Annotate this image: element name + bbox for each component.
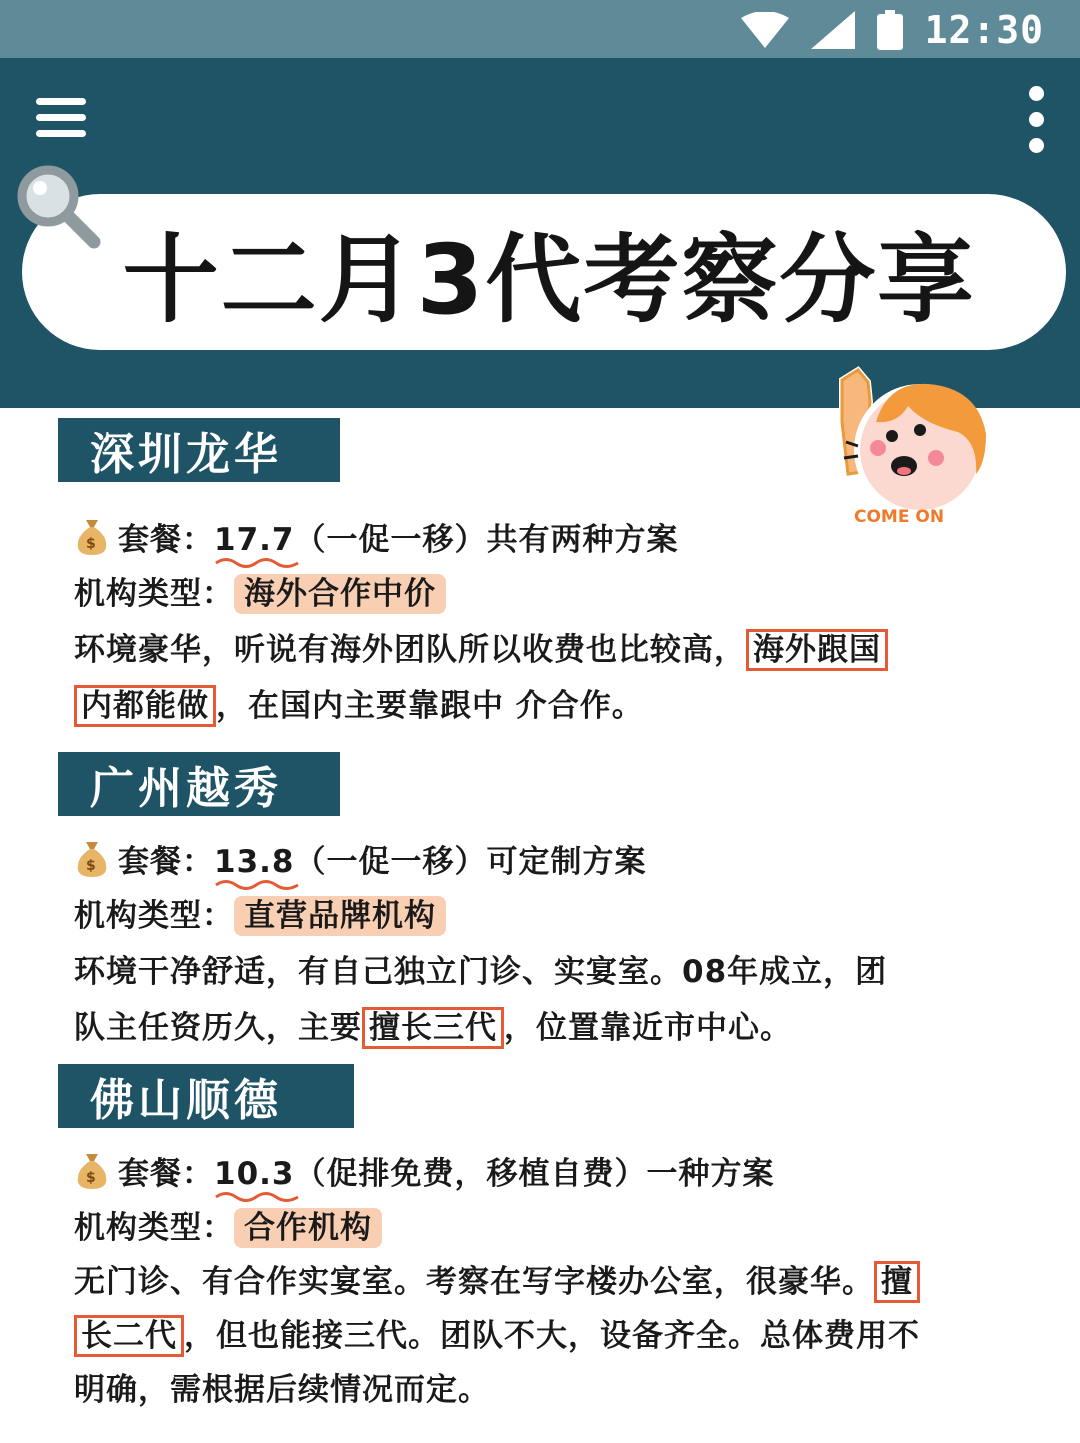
wifi-icon	[741, 12, 789, 48]
svg-text:$: $	[86, 858, 97, 874]
institution-type-badge: 合作机构	[234, 1208, 382, 1248]
institution-type-badge: 直营品牌机构	[234, 896, 446, 936]
svg-text:$: $	[86, 536, 97, 552]
description-line: 明确，需根据后续情况而定。	[74, 1372, 490, 1408]
search-icon[interactable]	[10, 158, 106, 254]
boxed-text: 海外跟国	[746, 629, 888, 671]
status-time: 12:30	[924, 8, 1044, 52]
svg-text:$: $	[86, 1170, 97, 1186]
boxed-text: 擅	[874, 1261, 920, 1303]
institution-type-line: 机构类型： 合作机构	[74, 1202, 382, 1247]
description-line: 长二代 ，但也能接三代。团队不大，设备齐全。总体费用不	[74, 1310, 920, 1355]
come-on-mascot	[828, 362, 998, 534]
price: 17.7	[214, 522, 295, 558]
description-line: 队主任资历久，主要 擅长三代 ，位置靠近市中心。	[74, 1002, 792, 1047]
status-bar	[0, 0, 1080, 58]
institution-type-line: 机构类型： 直营品牌机构	[74, 890, 446, 935]
package-line: $ 套餐：10.3 （促排免费，移植自费）一种方案	[74, 1148, 775, 1198]
section-tag-shenzhen: 深圳龙华	[58, 418, 340, 482]
description-line: 环境豪华，听说有海外团队所以收费也比较高， 海外跟国	[74, 624, 888, 669]
boxed-text: 内都能做	[74, 685, 216, 727]
institution-type-line: 机构类型： 海外合作中价	[74, 568, 446, 613]
search-bar[interactable]	[22, 194, 1066, 350]
section-tag-foshan: 佛山顺德	[58, 1064, 354, 1128]
mascot-text: COME ON	[854, 507, 945, 527]
money-bag-icon	[74, 840, 110, 886]
boxed-text: 擅长三代	[362, 1007, 504, 1049]
description-line: 环境干净舒适，有自己独立门诊、实宴室。08年成立，团	[74, 954, 888, 990]
app-header	[0, 58, 1080, 408]
boxed-text: 长二代	[74, 1315, 184, 1357]
package-line: $ 套餐：13.8 （一促一移）可定制方案	[74, 836, 647, 886]
battery-icon	[877, 10, 903, 50]
description-line: 无门诊、有合作实宴室。考察在写字楼办公室，很豪华。 擅	[74, 1256, 920, 1301]
page-title: 十二月3代考察分享	[122, 223, 976, 336]
price: 10.3	[214, 1156, 295, 1192]
more-icon[interactable]	[1026, 86, 1046, 156]
money-bag-icon	[74, 518, 110, 564]
description-line: 内都能做 ，在国内主要靠跟中 介合作。	[74, 680, 644, 725]
package-line: $ 套餐：17.7 （一促一移）共有两种方案	[74, 514, 679, 564]
institution-type-badge: 海外合作中价	[234, 574, 446, 614]
signal-icon	[811, 11, 855, 49]
menu-icon[interactable]	[36, 98, 86, 138]
section-tag-guangzhou: 广州越秀	[58, 752, 340, 816]
money-bag-icon	[74, 1152, 110, 1198]
price: 13.8	[214, 844, 295, 880]
